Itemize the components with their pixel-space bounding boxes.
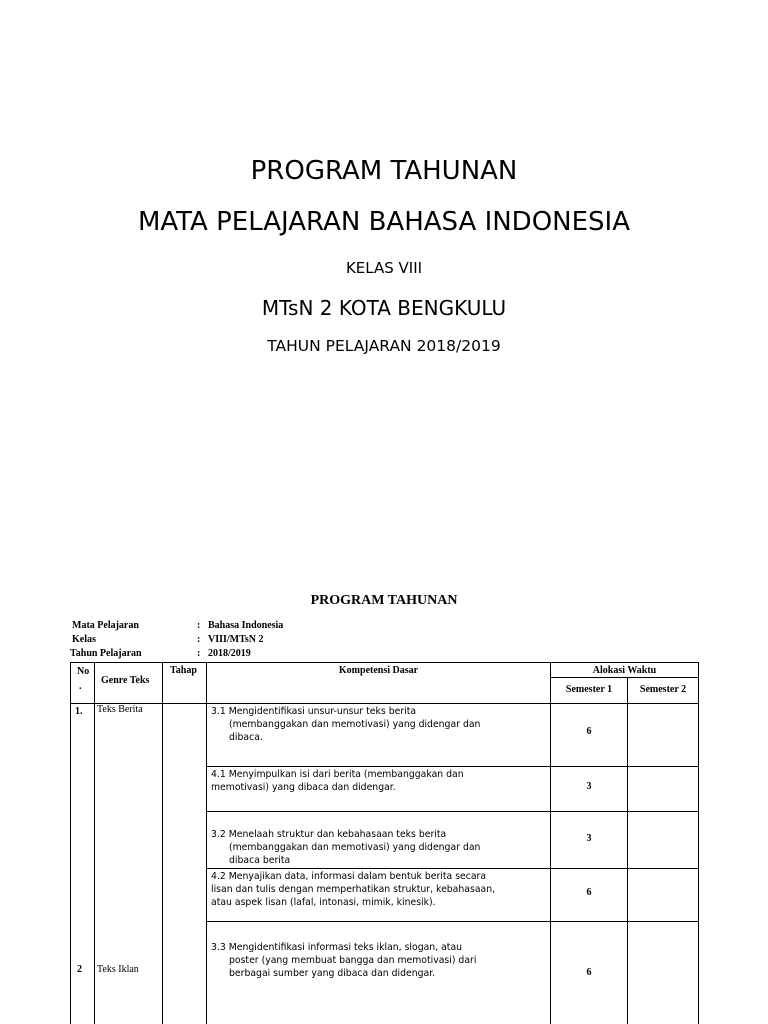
meta-label-year: Tahun Pelajaran: [70, 648, 142, 659]
meta-label-class: Kelas: [72, 634, 96, 645]
col-line-genre: [162, 662, 163, 1024]
meta-colon-year: :: [197, 648, 201, 659]
header-sem2: Semester 2: [639, 684, 687, 695]
cover-grade: KELAS VIII: [345, 259, 423, 277]
row-5-kd-line-1: 3.3 Mengidentifikasi informasi teks iklan, slogan, atau: [211, 942, 463, 953]
header-bottom-line: [70, 703, 699, 704]
row-3-kd-line-2: (membanggakan dan memotivasi) yang didengar dan: [229, 842, 481, 853]
row-line-2: [206, 811, 699, 812]
section-title: PROGRAM TAHUNAN: [310, 593, 458, 608]
row-2-kd-line-1: 4.1 Menyimpulkan isi dari berita (membanggakan dan: [211, 769, 464, 780]
table-border-right: [698, 662, 699, 1024]
row-5-kd-line-3: berbagai sumber yang dibaca dan didengar.: [229, 968, 436, 979]
meta-value-class: VIII/MTsN 2: [208, 634, 264, 645]
row-2-sem1: 3: [586, 781, 592, 792]
row-4-kd-line-1: 4.2 Menyajikan data, informasi dalam bentuk berita secara: [211, 871, 487, 882]
header-tahap: Tahap: [170, 665, 197, 676]
row-2-kd-line-2: memotivasi) yang dibaca dan didengar.: [211, 782, 396, 793]
meta-value-year: 2018/2019: [208, 648, 251, 659]
cover-title: PROGRAM TAHUNAN: [250, 156, 518, 186]
row-1-sem1: 6: [586, 726, 592, 737]
meta-colon-class: :: [197, 634, 201, 645]
table-border-left: [70, 662, 71, 1024]
meta-value-subject: Bahasa Indonesia: [208, 620, 284, 631]
header-no: No: [77, 666, 90, 677]
row-3-sem1: 3: [586, 833, 592, 844]
cover-year: TAHUN PELAJARAN 2018/2019: [267, 337, 501, 355]
row-1-kd-line-3: dibaca.: [229, 732, 263, 743]
cover-subject: MATA PELAJARAN BAHASA INDONESIA: [137, 207, 631, 237]
row-1-kd-line-2: (membanggakan dan memotivasi) yang didengar dan: [229, 719, 481, 730]
row-5-kd-line-2: poster (yang membuat bangga dan memotivasi) dari: [229, 955, 477, 966]
row-5-no: 2: [77, 964, 82, 975]
program-table: [70, 662, 700, 1024]
row-line-1: [206, 766, 699, 767]
row-line-4: [206, 921, 699, 922]
row-1-genre: Teks Berita: [97, 704, 143, 715]
cover-school: MTsN 2 KOTA BENGKULU: [261, 296, 507, 320]
row-4-sem1: 6: [586, 887, 592, 898]
col-line-no: [94, 662, 95, 1024]
header-sem1: Semester 1: [565, 684, 613, 695]
row-5-sem1: 6: [586, 967, 592, 978]
row-4-kd-line-3: atau aspek lisan (lafal, intonasi, mimik, kinesik).: [211, 897, 436, 908]
row-line-3: [206, 868, 699, 869]
col-line-tahap: [206, 662, 207, 1024]
row-4-kd-line-2: lisan dan tulis dengan memperhatikan struktur, kebahasaan,: [211, 884, 496, 895]
meta-colon-subject: :: [197, 620, 201, 631]
row-3-kd-line-1: 3.2 Menelaah struktur dan kebahasaan teks berita: [211, 829, 447, 840]
row-1-kd-line-1: 3.1 Mengidentifikasi unsur-unsur teks berita: [211, 706, 417, 717]
header-sub-line: [550, 677, 699, 678]
row-2-kd: [211, 768, 547, 794]
row-3-kd-line-3: dibaca berita: [229, 855, 291, 866]
header-alokasi: Alokasi Waktu: [592, 665, 657, 676]
row-4-kd: [211, 870, 547, 909]
row-5-kd: [211, 941, 547, 980]
row-3-kd: [211, 828, 547, 867]
meta-label-subject: Mata Pelajaran: [72, 620, 139, 631]
header-genre: Genre Teks: [101, 675, 150, 686]
header-no-dot: .: [79, 681, 82, 692]
row-1-no: 1.: [75, 706, 83, 717]
row-5-genre: Teks Iklan: [97, 964, 139, 975]
table-border-top: [70, 662, 699, 663]
header-kd: Kompetensi Dasar: [338, 665, 419, 676]
row-1-kd: [211, 705, 547, 744]
